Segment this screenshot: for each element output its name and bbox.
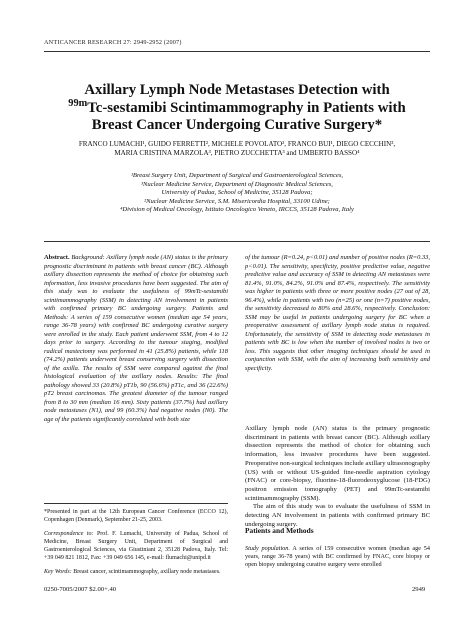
title-line-1: Axillary Lymph Node Metastases Detection with (84, 82, 390, 98)
authors-line-2: MARIA CRISTINA MARZOLA³, PIETRO ZUCCHETTA³ and UMBERTO BASSO⁴ (114, 149, 360, 158)
title-line-2 (44, 97, 430, 118)
abstract-label: Abstract. (44, 254, 70, 261)
introduction (245, 425, 430, 529)
footnote-keywords (44, 568, 228, 576)
footnote-presented: *Presented in part at the 12th European Cancer Conference (ECCO 12), Copenhagen (Denmark), September 21-25, 2003. (44, 509, 228, 523)
title-line-3: Breast Cancer Undergoing Curative Surgery* (91, 117, 383, 133)
affiliation-line-3: University of Padua, School of Medicine, 35128 Padova; (161, 189, 313, 197)
keywords-label: Key Words: (44, 569, 72, 575)
affiliation-line-1: ¹Breast Surgery Unit, Department of Surgical and Gastroenterological Sciences, (130, 172, 344, 179)
affiliation-rule (44, 241, 430, 242)
page-number: 2949 (412, 586, 426, 593)
title-superscript: 99m (68, 97, 88, 109)
affiliation-line-5: ⁴Division of Medical Oncology, Istituto Oncologico Veneto, IRCCS, 35128 Padova, Italy (120, 206, 354, 214)
methods-body: A series of 159 consecutive women (median age 54 years, range 36-78 years) with BC confirmed by FNAC, core biopsy or open biopsy undergoing curative surgery were enrolled (245, 545, 430, 569)
abstract-text: Background: Axillary lymph node (AN) status is the primary prognostic discriminant in patients with breast cancer (BC). Although axillary dissection represents the method of choice for obtaining such information, less invasive procedures have been suggested. The aim of this study was to evaluate the usefulness of 99mTc-sestamibi scintimammography (SSM) in detecting AN involvement in patients with confirmed primary BC undergoing surgery. Patients and Methods: A series of 159 consecutive women (median age 54 years, range 36-78 years) with confirmed BC undergoing curative surgery were enrolled in the study. Each patient underwent SSM, from 4 to 12 days prior to surgery. According to the tumour staging, modified radical mastectomy was performed in 41 (25.8%) patients, while 118 (74.2%) patients underwent breast conserving surgery with dissection of the axilla. The results of SSM were compared against the final histological evaluation of the axillary nodes. Results: The final pathology showed 33 (20.8%) pT1b, 90 (56.6%) pT1c, and 36 (22.6%) pT2 breast carcinomas. The greatest diameter of the tumour ranged from 8 to 30 mm (median 16 mm). Sixty patients (37.7%) had axillary node metastases (N1), and 99 (60.3%) had negative nodes (N0). The age of the patients significantly correlated with both size (44, 254, 228, 423)
journal-header: ANTICANCER RESEARCH 27: 2949-2952 (2007) (44, 39, 182, 46)
affiliation-line-2: ³Nuclear Medicine Service, Department of Diagnostic Medical Sciences, (141, 180, 333, 188)
title-line-2-text: Tc-sestamibi Scintimammography in Patients with (87, 99, 406, 116)
affiliation-list (44, 172, 430, 215)
intro-paragraph-1: Axillary lymph node (AN) status is the primary prognostic discriminant in patients with breast cancer (BC). Although axillary dissection represents the method of choice for obtaining such information, less invasive procedures have been suggested. Preoperative non-surgical techniques include axillary ultrasonography (US) with or without US-guided fine-needle aspiration cytology (FNAC) or core-biopsy, fluorine-18-fluorodeoxyglucose (18-FDG) positron emission tomography (PET) and 99mTc-sestamibi scintimammography (SSM). (245, 425, 430, 502)
methods-text (245, 545, 430, 570)
abstract (44, 254, 228, 424)
footnote-rule (44, 503, 228, 504)
intro-paragraph-2: The aim of this study was to evaluate the usefulness of SSM in detecting AN involvement in patients with confirmed primary BC undergoing surgery. (245, 503, 430, 528)
copyright-code: 0250-7005/2007 $2.00+.40 (44, 586, 117, 593)
methods-label: Study population. (245, 545, 290, 552)
correspondence-label: Correspondence to: (44, 531, 94, 537)
header-rule (44, 51, 430, 52)
authors-line-1: FRANCO LUMACHI¹, GUIDO FERRETTI², MICHELE POVOLATO², FRANCO BUI¹, DIEGO CECCHIN³, (78, 140, 396, 148)
abstract-continuation: of the tumour (R=0.24, p<0.01) and number of positive nodes (R=0.33, p<0.01). The sensitivity, specificity, positive predictive value, negative predictive value and accuracy of SSM in detecting AN metastases were 81.4%, 91.0%, 84.2%, 91.0% and 87.4%, respectively. The sensitivity was higher in patients with three or more positive nodes (27 out of 28, 96.4%), while in patients with two (n=25) or one (n=7) positive nodes, the sensitivity decreased to 80% and 28.6%, respectively. Conclusion: SSM may be useful in patients undergoing surgery for BC when a preoperative assessment of axillary lymph node status is required. Unfortunately, the sensitivity of SSM in detecting node metastases in patients with BC is low when the number of involved nodes is two or less. This suggests that other imaging techniques should be used in conjunction with SSM, with the aim of increasing both sensitivity and specificity. (245, 254, 430, 372)
affiliation-line-4: ²Nuclear Medicine Service, S.M. Misericordia Hospital, 33100 Udine; (144, 197, 330, 205)
author-list (44, 140, 430, 159)
section-heading-methods: Patients and Methods (245, 526, 314, 535)
footnotes (44, 508, 228, 576)
keywords-text: Breast cancer, scintimammography, axillary node metastases. (73, 569, 221, 575)
paper-title (44, 82, 430, 135)
footnote-correspondence (44, 530, 228, 562)
correspondence-text: Prof. F. Lumachi, University of Padua, School of Medicine, Breast Surgery Unit, Department of Surgical and Gastroenterological Sciences, via Giustiniani 2, 35128 Padova, Italy. Tel: +39 049 821 1812, Fax: +39 049 656 145, e-mail: flumachi@unipd.it (44, 531, 229, 561)
